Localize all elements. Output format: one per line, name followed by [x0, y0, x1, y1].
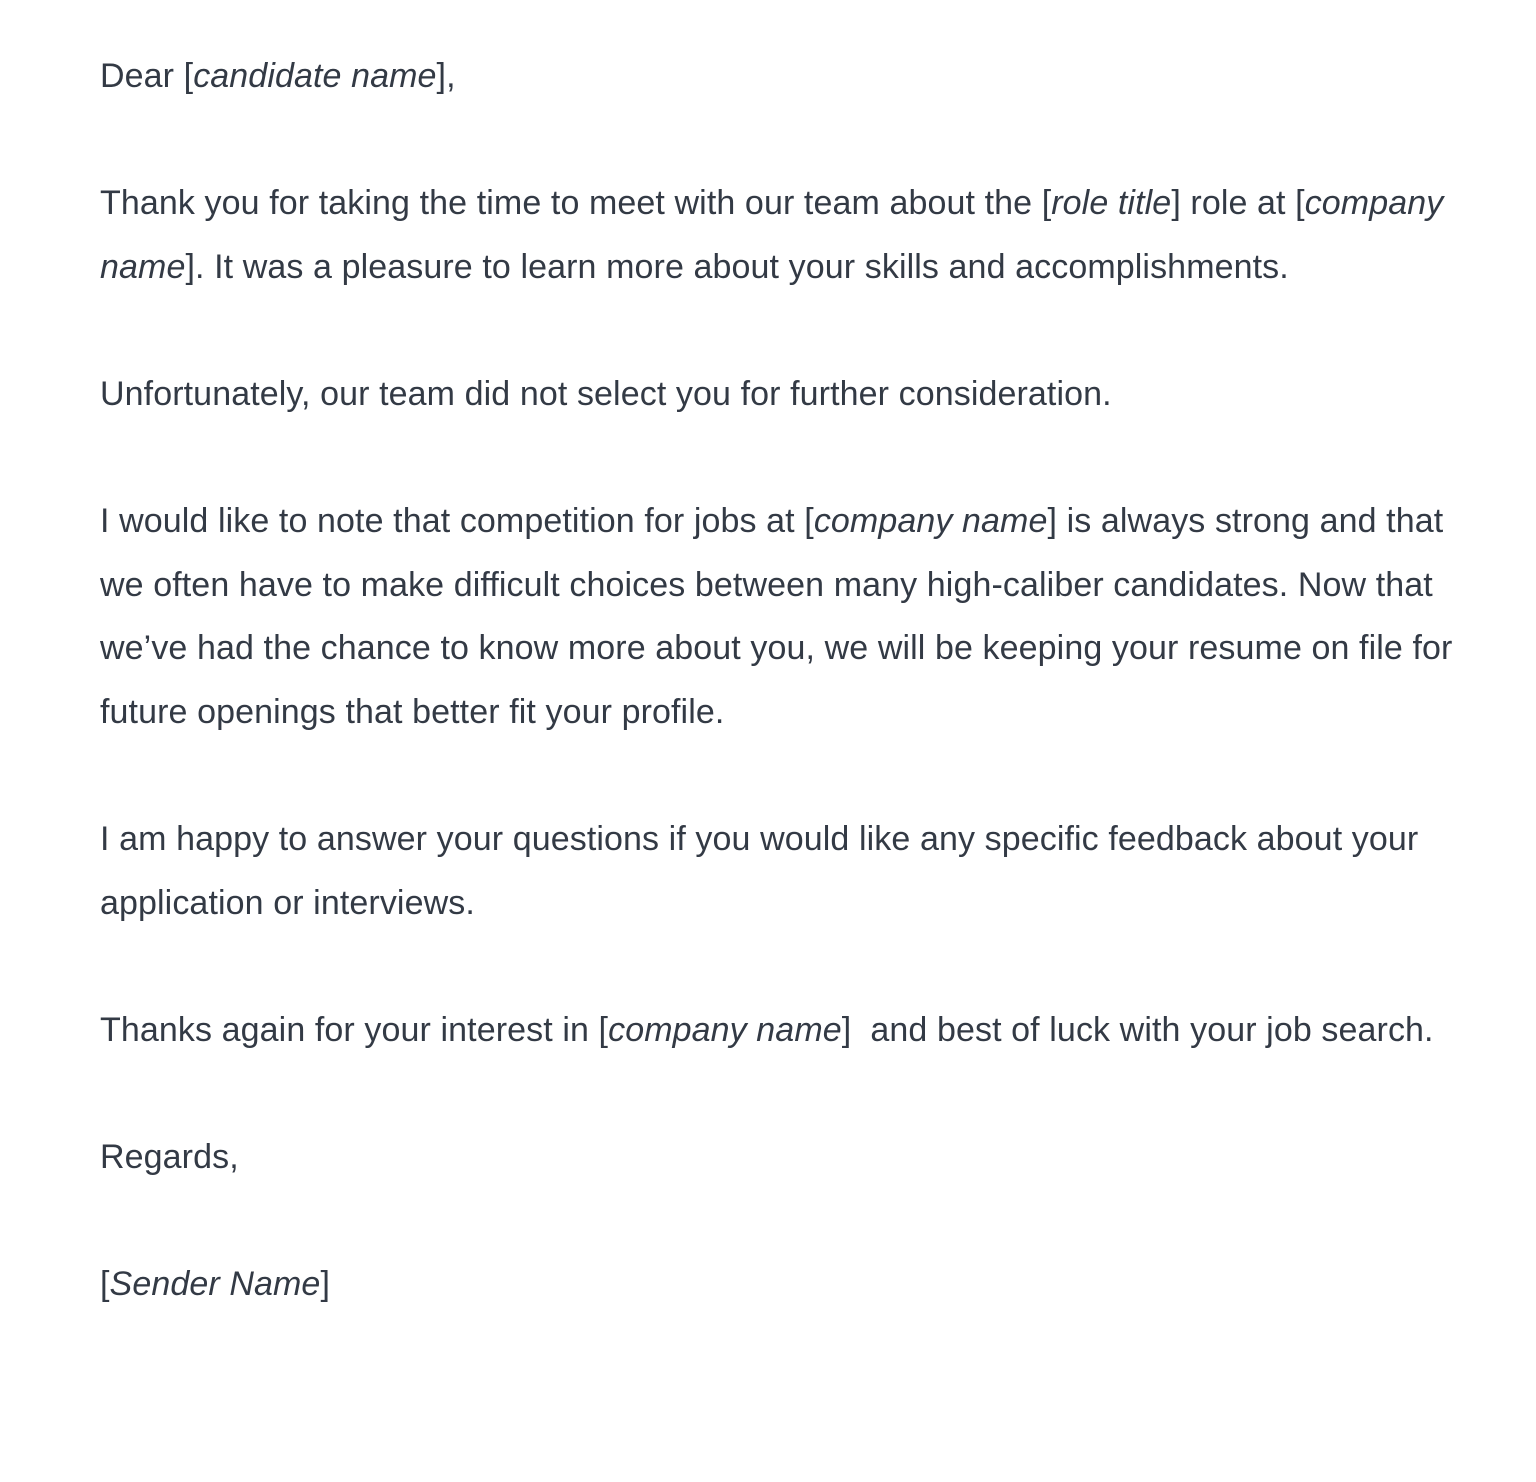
paragraph-text: ] role at [	[1171, 184, 1305, 223]
greeting-suffix: ],	[436, 57, 456, 95]
closing-line	[100, 1126, 1480, 1190]
closing-text: Regards,	[100, 1138, 239, 1177]
sender-name-placeholder: Sender Name	[109, 1265, 321, 1304]
greeting-text: Dear [	[100, 57, 194, 95]
signature-line	[100, 1253, 1480, 1317]
paragraph-thank-you	[100, 172, 1480, 299]
company-name-placeholder: company name	[608, 1010, 842, 1049]
paragraph-text: Thank you for taking the time to meet with our team about the [	[100, 184, 1052, 223]
paragraph-text: ] is always strong and that we often have to make difficult choices between many high-caliber candidates. Now that we’ve had the chance to know more about you, we will be keeping your resume on file for future openings that better fit your profile.	[100, 502, 1453, 731]
paragraph-thanks-again	[100, 999, 1480, 1063]
paragraph-decision	[100, 363, 1480, 427]
paragraph-text: I am happy to answer your questions if you would like any specific feedback about your application or interviews.	[100, 820, 1419, 922]
role-title-placeholder: role title	[1051, 184, 1172, 223]
paragraph-competition	[100, 490, 1480, 744]
signature-bracket: ]	[320, 1265, 330, 1304]
paragraph-text: Unfortunately, our team did not select you for further consideration.	[100, 374, 1112, 413]
paragraph-text: I would like to note that competition for jobs at [	[100, 502, 814, 541]
company-name-placeholder: company name	[813, 502, 1048, 541]
company-name-placeholder: company name	[100, 184, 1444, 286]
paragraph-text: ]. It was a pleasure to learn more about your skills and accomplishments.	[185, 247, 1289, 286]
candidate-name-placeholder: candidate name	[193, 57, 437, 95]
letter-body	[100, 45, 1480, 1317]
paragraph-feedback	[100, 808, 1480, 935]
paragraph-text: ] and best of luck with your job search.	[841, 1010, 1434, 1049]
greeting-line	[100, 45, 1480, 109]
paragraph-text: Thanks again for your interest in [	[100, 1010, 609, 1049]
signature-bracket: [	[100, 1265, 110, 1304]
